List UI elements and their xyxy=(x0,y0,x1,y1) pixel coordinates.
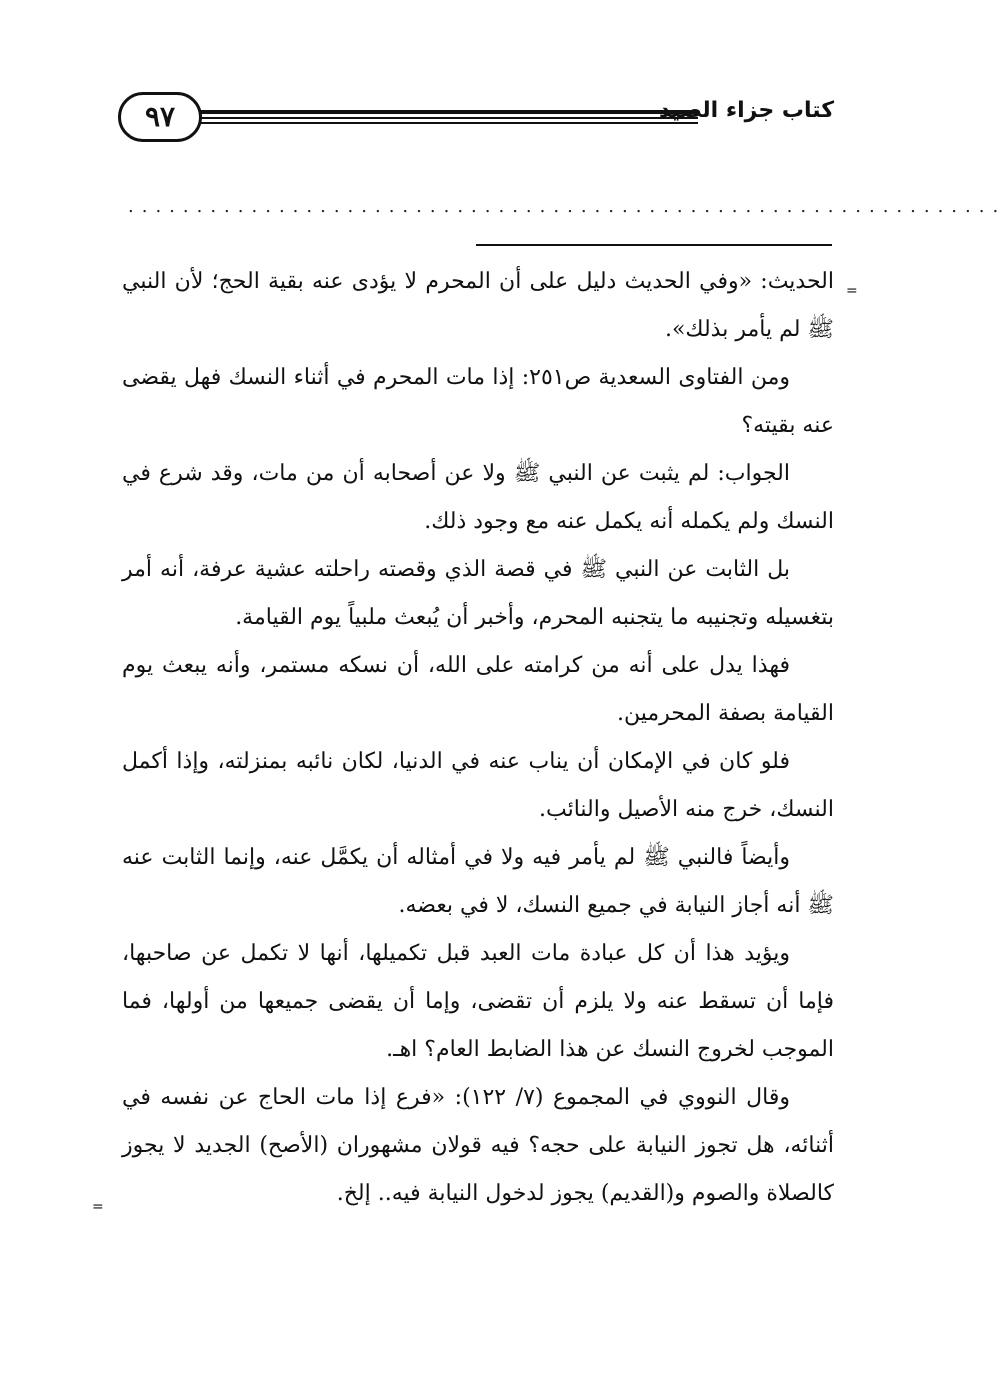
paragraph: ومن الفتاوى السعدية ص٢٥١: إذا مات المحرم في أثناء النسك فهل يقضى عنه بقيته؟ xyxy=(122,365,834,438)
book-title: كتاب جزاء الصيد xyxy=(659,98,834,123)
paragraph: وأيضاً فالنبي ﷺ لم يأمر فيه ولا في أمثاله أن يكمَّل عنه، وإنما الثابت عنه ﷺ أنه أجاز النيابة في جميع النسك، لا في بعضه. xyxy=(122,845,834,918)
page-header xyxy=(118,92,834,146)
paragraph: فهذا يدل على أنه من كرامته على الله، أن نسكه مستمر، وأنه يبعث يوم القيامة بصفة المحرمين. xyxy=(122,653,834,726)
paragraph: فلو كان في الإمكان أن يناب عنه في الدنيا، لكان نائبه بمنزلته، وإذا أكمل النسك، خرج منه الأصيل والنائب. xyxy=(122,749,834,822)
continuation-mark-end: = xyxy=(92,1199,104,1215)
footnote-rule xyxy=(476,244,832,246)
header-rule xyxy=(198,110,698,124)
dotted-separator: ................................................................ xyxy=(128,196,1006,217)
paragraph: وقال النووي في المجموع (٧/ ١٢٢): «فرع إذا مات الحاج عن نفسه في أثنائه، هل تجوز النيابة على حجه؟ فيه قولان مشهوران (الأصح) الجديد لا يجوز كالصلاة والصوم و(القديم) يجوز لدخول النيابة فيه.. إلخ. xyxy=(122,1085,834,1206)
paragraph: الجواب: لم يثبت عن النبي ﷺ ولا عن أصحابه أن من مات، وقد شرع في النسك ولم يكمله أنه يكمل عنه مع وجود ذلك. xyxy=(122,461,834,534)
page-number: ٩٧ xyxy=(118,92,202,142)
paragraph: بل الثابت عن النبي ﷺ في قصة الذي وقصته راحلته عشية عرفة، أنه أمر بتغسيله وتجنيبه ما يتجنبه المحرم، وأخبر أن يُبعث ملبياً يوم القيامة. xyxy=(122,557,834,630)
continuation-mark-start: = xyxy=(846,283,858,299)
footnote-body xyxy=(122,258,834,1218)
paragraph: ويؤيد هذا أن كل عبادة مات العبد قبل تكميلها، أنها لا تكمل عن صاحبها، فإما أن تسقط عنه ولا يلزم أن تقضى، وإما أن يقضى جميعها من أولها، فما الموجب لخروج النسك عن هذا الضابط العام؟ اهـ. xyxy=(122,941,834,1062)
paragraph: الحديث: «وفي الحديث دليل على أن المحرم لا يؤدى عنه بقية الحج؛ لأن النبي ﷺ لم يأمر بذلك». xyxy=(122,269,834,342)
